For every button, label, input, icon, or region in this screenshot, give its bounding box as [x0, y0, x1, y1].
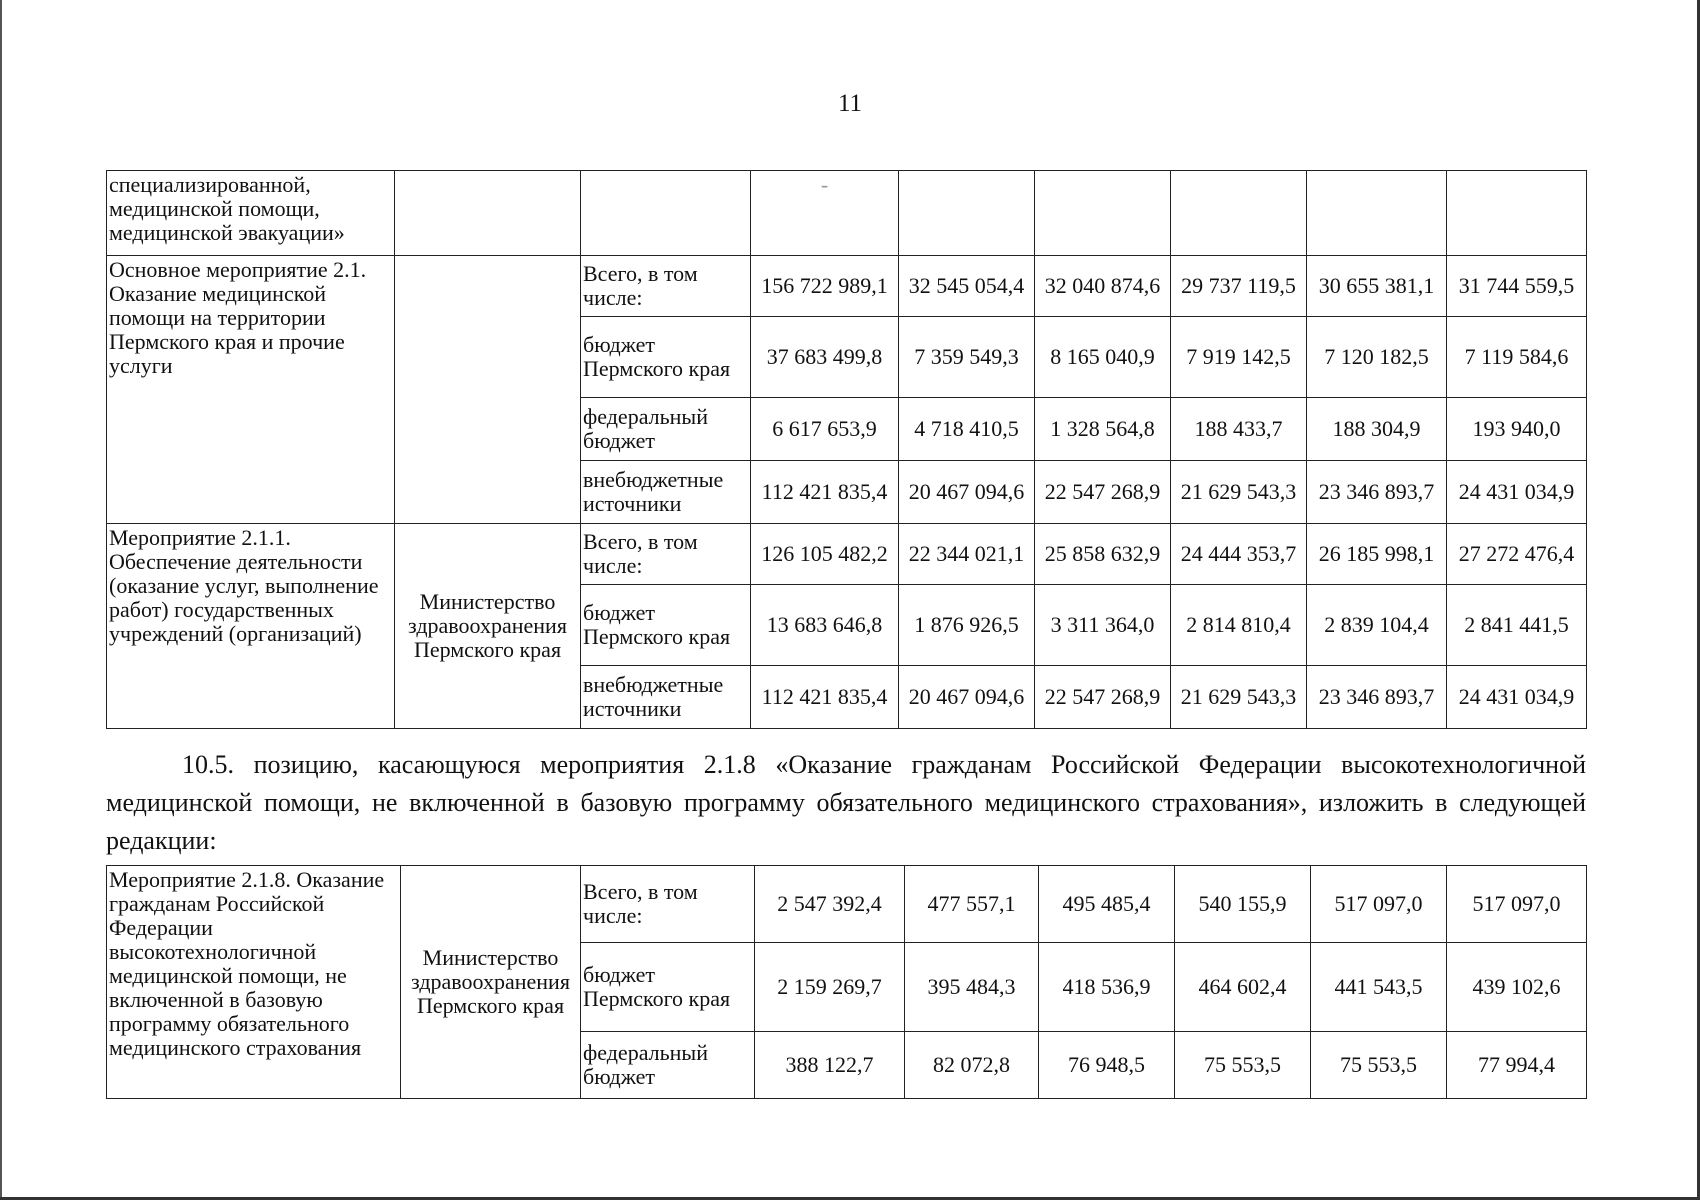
- funding-source: бюджет Пермского края: [581, 943, 755, 1032]
- funding-source: внебюджетные источники: [581, 461, 751, 524]
- amount-cell: [1447, 171, 1587, 256]
- funding-source: Всего, в том числе:: [581, 866, 755, 943]
- funding-source: бюджет Пермского края: [581, 317, 751, 398]
- amount-cell: 7 120 182,5: [1307, 317, 1447, 398]
- amount-cell: 25 858 632,9: [1035, 524, 1171, 585]
- amount-cell: 24 431 034,9: [1447, 461, 1587, 524]
- amount-cell: 540 155,9: [1175, 866, 1311, 943]
- amount-cell: 77 994,4: [1447, 1032, 1587, 1099]
- amount-cell: 126 105 482,2: [751, 524, 899, 585]
- amount-cell: 31 744 559,5: [1447, 256, 1587, 317]
- measure-description: Мероприятие 2.1.1. Обеспечение деятельности (оказание услуг, выполнение работ) государственных учреждений (организаций): [107, 524, 395, 729]
- amount-cell: 24 444 353,7: [1171, 524, 1307, 585]
- amount-cell: 75 553,5: [1175, 1032, 1311, 1099]
- amount-cell: 4 718 410,5: [899, 398, 1035, 461]
- amount-cell: 30 655 381,1: [1307, 256, 1447, 317]
- amount-cell: 21 629 543,3: [1171, 461, 1307, 524]
- amount-cell: 6 617 653,9: [751, 398, 899, 461]
- amount-cell: [1035, 171, 1171, 256]
- amount-cell: 464 602,4: [1175, 943, 1311, 1032]
- amount-cell: 3 311 364,0: [1035, 585, 1171, 666]
- amount-cell: 75 553,5: [1311, 1032, 1447, 1099]
- amount-cell: 2 814 810,4: [1171, 585, 1307, 666]
- amount-cell: 2 159 269,7: [755, 943, 905, 1032]
- amount-cell: 517 097,0: [1447, 866, 1587, 943]
- responsible-executor: [395, 171, 581, 256]
- amount-cell: 193 940,0: [1447, 398, 1587, 461]
- amount-cell: 23 346 893,7: [1307, 666, 1447, 729]
- amount-cell: [1307, 171, 1447, 256]
- measure-description: Основное мероприятие 2.1. Оказание медицинской помощи на территории Пермского края и прочие услуги: [107, 256, 395, 524]
- amount-cell: 418 536,9: [1039, 943, 1175, 1032]
- amount-cell: 388 122,7: [755, 1032, 905, 1099]
- amount-cell: 24 431 034,9: [1447, 666, 1587, 729]
- funding-source: Всего, в том числе:: [581, 524, 751, 585]
- amount-cell: 156 722 989,1: [751, 256, 899, 317]
- amount-cell: 22 547 268,9: [1035, 461, 1171, 524]
- amount-cell: 2 547 392,4: [755, 866, 905, 943]
- table-row: [107, 171, 1587, 256]
- amount-cell: 8 165 040,9: [1035, 317, 1171, 398]
- amount-cell: 441 543,5: [1311, 943, 1447, 1032]
- amount-cell: 32 040 874,6: [1035, 256, 1171, 317]
- funding-source: федеральный бюджет: [581, 398, 751, 461]
- page-frame-left: [0, 0, 2, 1200]
- amount-cell: 439 102,6: [1447, 943, 1587, 1032]
- responsible-executor: Министерство здравоохранения Пермского края: [401, 866, 581, 1099]
- amount-cell: 2 841 441,5: [1447, 585, 1587, 666]
- amount-cell: 26 185 998,1: [1307, 524, 1447, 585]
- amount-cell: 37 683 499,8: [751, 317, 899, 398]
- funding-table-measure-2-1-8: [106, 865, 1587, 1099]
- amount-cell: 13 683 646,8: [751, 585, 899, 666]
- amount-cell: 7 119 584,6: [1447, 317, 1587, 398]
- amount-cell: 27 272 476,4: [1447, 524, 1587, 585]
- table-row: [107, 866, 1587, 943]
- amount-cell: 7 919 142,5: [1171, 317, 1307, 398]
- amount-cell: 1 328 564,8: [1035, 398, 1171, 461]
- amount-cell: 22 547 268,9: [1035, 666, 1171, 729]
- amount-cell: 29 737 119,5: [1171, 256, 1307, 317]
- funding-source: федеральный бюджет: [581, 1032, 755, 1099]
- amount-cell: 20 467 094,6: [899, 461, 1035, 524]
- amendment-paragraph: 10.5. позицию, касающуюся мероприятия 2.1.8 «Оказание гражданам Российской Федерации высокотехнологичной медицинской помощи, не включенной в базовую программу обязательного медицинского страхования», изложить в следующей редакции:: [106, 750, 1586, 855]
- responsible-executor: Министерство здравоохранения Пермского края: [395, 524, 581, 729]
- amount-cell: 517 097,0: [1311, 866, 1447, 943]
- amount-cell: 76 948,5: [1039, 1032, 1175, 1099]
- funding-source: внебюджетные источники: [581, 666, 751, 729]
- table-row: [107, 256, 1587, 317]
- amount-cell: 1 876 926,5: [899, 585, 1035, 666]
- funding-source: Всего, в том числе:: [581, 256, 751, 317]
- amount-cell: 112 421 835,4: [751, 461, 899, 524]
- amount-cell: 22 344 021,1: [899, 524, 1035, 585]
- amount-cell: 82 072,8: [905, 1032, 1039, 1099]
- amount-cell: 112 421 835,4: [751, 666, 899, 729]
- funding-table-1-body: [107, 171, 1587, 729]
- funding-table-continued: [106, 170, 1587, 729]
- amount-cell: 188 304,9: [1307, 398, 1447, 461]
- responsible-executor: [395, 256, 581, 524]
- funding-source: бюджет Пермского края: [581, 585, 751, 666]
- amount-cell: 477 557,1: [905, 866, 1039, 943]
- amount-cell: 7 359 549,3: [899, 317, 1035, 398]
- amount-cell: 188 433,7: [1171, 398, 1307, 461]
- amount-cell: -: [751, 171, 899, 256]
- amount-cell: 495 485,4: [1039, 866, 1175, 943]
- amount-cell: 23 346 893,7: [1307, 461, 1447, 524]
- page-number: 11: [837, 90, 863, 117]
- measure-description: специализированной, медицинской помощи, медицинской эвакуации»: [107, 171, 395, 256]
- measure-description: Мероприятие 2.1.8. Оказание гражданам Российской Федерации высокотехнологичной медицинской помощи, не включенной в базовую программу обязательного медицинского страхования: [107, 866, 401, 1099]
- table-row: [107, 524, 1587, 585]
- funding-table-2-body: [107, 866, 1587, 1099]
- amount-cell: 395 484,3: [905, 943, 1039, 1032]
- funding-source: [581, 171, 751, 256]
- amount-cell: [1171, 171, 1307, 256]
- amount-cell: 32 545 054,4: [899, 256, 1035, 317]
- amount-cell: [899, 171, 1035, 256]
- amount-cell: 20 467 094,6: [899, 666, 1035, 729]
- amount-cell: 2 839 104,4: [1307, 585, 1447, 666]
- amount-cell: 21 629 543,3: [1171, 666, 1307, 729]
